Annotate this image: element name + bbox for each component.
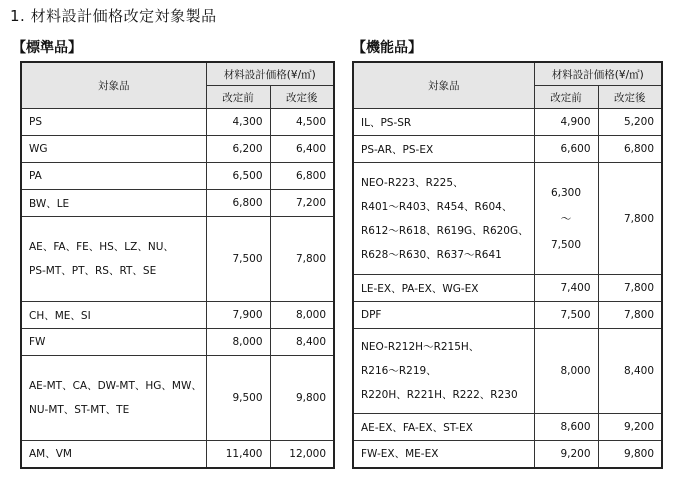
price-after-cell: 12,000 xyxy=(270,441,334,468)
table-row xyxy=(21,163,334,190)
after-column-header: 改定後 xyxy=(598,86,662,109)
product-names-line: AE-MT、CA、DW-MT、HG、MW、 xyxy=(29,380,202,392)
price-after-cell: 9,800 xyxy=(598,441,662,468)
product-names-cell xyxy=(353,136,534,163)
price-before-cell: 6,200 xyxy=(206,136,270,163)
functional-section-label: 【機能品】 xyxy=(352,40,422,56)
price-before-cell: 6,600 xyxy=(534,136,598,163)
product-names-cell xyxy=(353,414,534,441)
table-row xyxy=(353,302,662,329)
price-after-cell: 7,800 xyxy=(598,163,662,275)
price-before-cell: 8,000 xyxy=(534,329,598,414)
table-row xyxy=(21,329,334,356)
price-range-part: 6,300 xyxy=(550,186,582,199)
product-names-cell xyxy=(21,302,206,329)
product-column-header: 対象品 xyxy=(21,62,206,109)
price-after-cell: 8,000 xyxy=(270,302,334,329)
product-names-line: R401〜R403、R454、R604、 xyxy=(361,200,513,213)
price-after-cell: 9,200 xyxy=(598,414,662,441)
product-names-line: IL、PS-SR xyxy=(361,116,412,129)
table-row xyxy=(21,302,334,329)
price-after-cell: 4,500 xyxy=(270,109,334,136)
product-names-line: PA xyxy=(29,170,42,182)
product-names-line: FW xyxy=(29,336,46,348)
product-names-line: R628〜R630、R637〜R641 xyxy=(361,248,502,261)
table-row xyxy=(353,275,662,302)
product-names-cell xyxy=(21,329,206,356)
price-before-cell: 6,800 xyxy=(206,190,270,217)
price-after-cell: 6,800 xyxy=(598,136,662,163)
product-names-cell xyxy=(353,163,534,275)
table-row xyxy=(353,109,662,136)
price-column-header: 材料設計価格(¥/㎡) xyxy=(534,62,662,86)
table-row xyxy=(353,163,662,275)
table-row xyxy=(353,414,662,441)
product-names-line: PS xyxy=(29,116,42,128)
product-names-cell xyxy=(21,163,206,190)
product-names-line: DPF xyxy=(361,309,382,321)
product-names-cell xyxy=(21,109,206,136)
product-names-cell xyxy=(21,217,206,302)
product-names-line: R216〜R219、 xyxy=(361,365,437,377)
product-names-line: AE、FA、FE、HS、LZ、NU、 xyxy=(29,241,174,253)
price-before-cell: 9,200 xyxy=(534,441,598,468)
price-after-cell: 7,800 xyxy=(598,275,662,302)
product-names-line: PS-AR、PS-EX xyxy=(361,143,434,156)
price-before-cell: 4,900 xyxy=(534,109,598,136)
price-after-cell: 9,800 xyxy=(270,356,334,441)
price-before-cell: 7,500 xyxy=(534,302,598,329)
price-after-cell: 6,400 xyxy=(270,136,334,163)
price-after-cell: 7,800 xyxy=(598,302,662,329)
price-before-cell: 7,400 xyxy=(534,275,598,302)
product-names-line: WG xyxy=(29,143,48,155)
product-names-cell xyxy=(353,441,534,468)
price-before-cell: 7,900 xyxy=(206,302,270,329)
product-names-cell xyxy=(21,356,206,441)
price-before-cell: 7,500 xyxy=(206,217,270,302)
price-before-cell: 11,400 xyxy=(206,441,270,468)
table-row xyxy=(353,441,662,468)
standard-section-label: 【標準品】 xyxy=(12,40,82,56)
table-row xyxy=(21,356,334,441)
before-column-header: 改定前 xyxy=(534,86,598,109)
price-before-cell: 6,500 xyxy=(206,163,270,190)
product-names-line: NEO-R223、R225、 xyxy=(361,176,464,189)
price-before-cell: 8,600 xyxy=(534,414,598,441)
product-names-line: NU-MT、ST-MT、TE xyxy=(29,404,130,416)
product-names-line: FW-EX、ME-EX xyxy=(361,448,439,461)
price-after-cell: 8,400 xyxy=(270,329,334,356)
product-names-line: R220H、R221H、R222、R230 xyxy=(361,389,518,401)
product-names-line: LE-EX、PA-EX、WG-EX xyxy=(361,282,479,295)
product-names-cell xyxy=(353,109,534,136)
product-names-line: BW、LE xyxy=(29,197,70,210)
product-names-cell xyxy=(21,136,206,163)
table-row xyxy=(21,136,334,163)
table-row xyxy=(21,441,334,468)
price-before-cell: 8,000 xyxy=(206,329,270,356)
price-before-cell: 4,300 xyxy=(206,109,270,136)
price-after-cell: 7,800 xyxy=(270,217,334,302)
product-names-line: PS-MT、PT、RS、RT、SE xyxy=(29,265,157,277)
product-names-cell xyxy=(353,275,534,302)
price-after-cell: 6,800 xyxy=(270,163,334,190)
price-after-cell: 8,400 xyxy=(598,329,662,414)
table-row xyxy=(353,329,662,414)
table-row xyxy=(21,109,334,136)
price-after-cell: 5,200 xyxy=(598,109,662,136)
table-row xyxy=(21,217,334,302)
product-names-cell xyxy=(21,441,206,468)
page-title: 1. 材料設計価格改定対象製品 xyxy=(10,7,217,25)
table-row xyxy=(353,136,662,163)
product-names-cell xyxy=(21,190,206,217)
product-names-line: NEO-R212H〜R215H、 xyxy=(361,341,480,353)
price-range-part: 〜 xyxy=(560,212,572,225)
product-names-line: AE-EX、FA-EX、ST-EX xyxy=(361,421,473,434)
price-after-cell: 7,200 xyxy=(270,190,334,217)
price-range-part: 7,500 xyxy=(550,238,582,251)
product-names-line: R612〜R618、R619G、R620G、 xyxy=(361,224,529,237)
product-names-line: CH、ME、SI xyxy=(29,309,91,322)
price-column-header: 材料設計価格(¥/㎡) xyxy=(206,62,334,86)
product-names-line: AM、VM xyxy=(29,448,72,461)
product-names-cell xyxy=(353,329,534,414)
standard-products-table xyxy=(20,61,335,469)
functional-products-table xyxy=(352,61,663,469)
table-row xyxy=(21,190,334,217)
after-column-header: 改定後 xyxy=(270,86,334,109)
product-column-header: 対象品 xyxy=(353,62,534,109)
product-names-cell xyxy=(353,302,534,329)
before-column-header: 改定前 xyxy=(206,86,270,109)
price-before-cell xyxy=(534,163,598,275)
price-before-cell: 9,500 xyxy=(206,356,270,441)
